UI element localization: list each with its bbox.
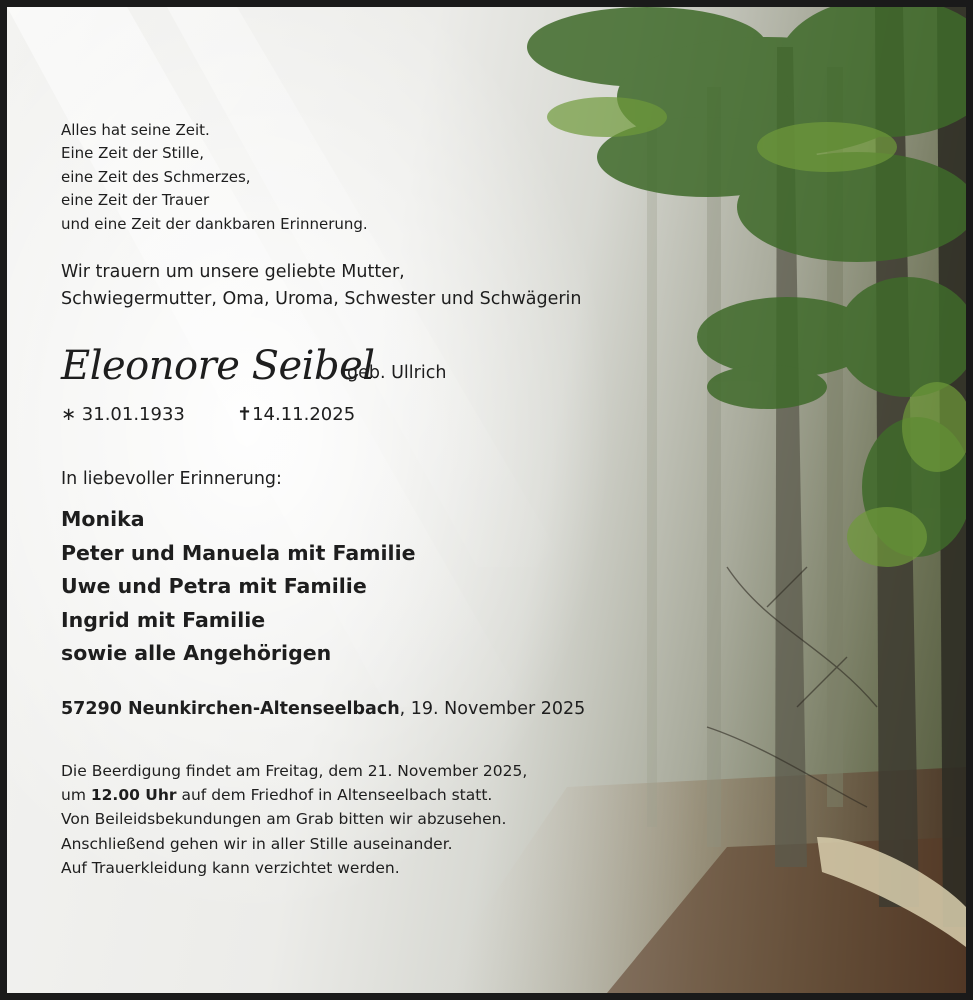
family-member: Peter und Manuela mit Familie (61, 540, 416, 565)
obituary-text (7, 7, 966, 993)
deceased-name: Eleonore Seibel (61, 343, 375, 389)
poem-line: und eine Zeit der dankbaren Erinnerung. (61, 214, 368, 233)
life-dates (61, 404, 356, 425)
mourning-line: Wir trauern um unsere geliebte Mutter, (61, 262, 405, 282)
funeral-line: Von Beileidsbekundungen am Grab bitten wir abzusehen. (61, 810, 507, 829)
poem (61, 119, 368, 236)
family-member: Monika (61, 507, 145, 531)
funeral-time: 12.00 Uhr (90, 786, 177, 805)
death-date: ✝14.11.2025 (237, 404, 356, 425)
funeral-info (61, 759, 527, 880)
place-date: , 19. November 2025 (399, 699, 586, 719)
funeral-line: Auf Trauerkleidung kann verzichtet werden. (61, 858, 400, 877)
funeral-line-suffix: auf dem Friedhof in Altenseelbach statt. (176, 786, 493, 805)
family-member: sowie alle Angehörigen (61, 641, 332, 665)
funeral-line: Anschließend gehen wir in aller Stille auseinander. (61, 834, 453, 853)
place-location: 57290 Neunkirchen-Altenseelbach (61, 699, 400, 719)
poem-line: eine Zeit des Schmerzes, (61, 167, 251, 186)
poem-line: Eine Zeit der Stille, (61, 144, 205, 163)
mourning-line: Schwiegermutter, Oma, Uroma, Schwester und Schwägerin (61, 289, 582, 309)
maiden-name: geb. Ullrich (347, 363, 447, 383)
in-memory-heading: In liebevoller Erinnerung: (61, 469, 282, 489)
family-member: Uwe und Petra mit Familie (61, 574, 367, 598)
poem-line: eine Zeit der Trauer (61, 191, 210, 210)
birth-date: ∗ 31.01.1933 (61, 404, 185, 425)
funeral-line-prefix: um (61, 786, 91, 805)
funeral-line (61, 783, 527, 807)
obituary-card (7, 7, 966, 993)
family-member: Ingrid mit Familie (61, 607, 266, 632)
poem-line: Alles hat seine Zeit. (61, 121, 210, 139)
funeral-line: Die Beerdigung findet am Freitag, dem 21. November 2025, (61, 762, 528, 780)
place-date-line (61, 699, 585, 719)
mourning-text (61, 259, 582, 313)
family-list (61, 503, 416, 671)
